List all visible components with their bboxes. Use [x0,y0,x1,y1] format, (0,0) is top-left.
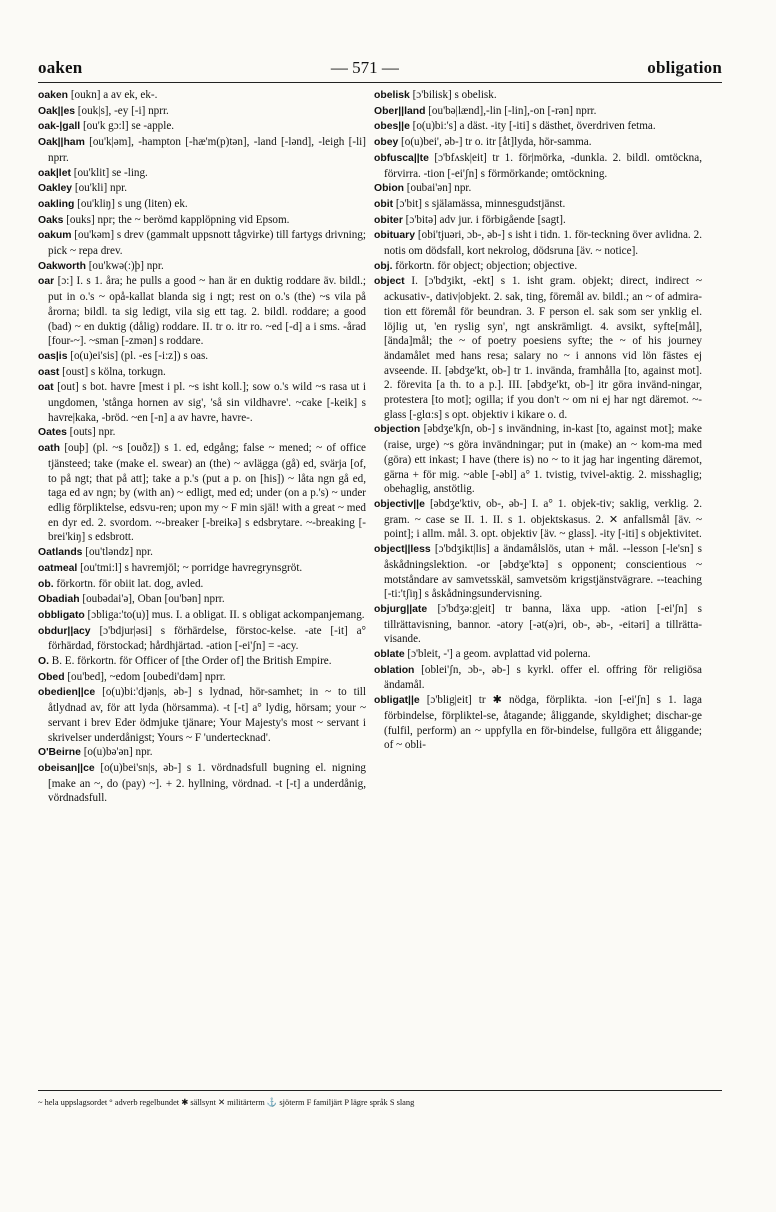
dictionary-entry: obituary [obi'tjuəri, ɔb-, əb-] s isht i tidn. 1. för-teckning över avlidna. 2. notis om dödsfall, kort nekrolog, dödsruna [äv. ~ notice]. [374,229,702,258]
dictionary-entry: oast [oust] s kölna, torkugn. [38,365,166,378]
entry-headword: obdur||acy [38,625,91,637]
entry-headword: obituary [374,230,415,242]
dictionary-entry: oblate [ɔ'bleit, -'] a geom. avplattad vid polerna. [374,648,591,661]
entry-headword: obeisan||ce [38,762,95,774]
dictionary-entry: Oakley [ou'kli] npr. [38,182,128,195]
entry-headword: Oatlands [38,547,83,559]
dictionary-entry: oar [ɔ:] I. s 1. åra; he pulls a good ~ han är en duktig roddare äv. bildl.; put in o.'s ~ opå-kallat blanda sig i ngt; rest on o.'s (the) ~s vila på årorna; bildl. ta sig ledigt, vila sig ett tag. 2. bildl. roddare; a good (bad) ~ en duktig (dålig) roddare. II. tr o. itr ro. ~ed [-d] a i sms. -årad [four-~]. ~sman [-zmən] s roddare. [38,275,366,348]
entry-headword: O'Beirne [38,747,81,759]
dictionary-entry: oakling [ou'kliŋ] s ung (liten) ek. [38,197,188,210]
dictionary-entry: obeisan||ce [o(u)bei'sn|s, əb-] s 1. vördnadsfull bugning el. nigning [make an ~, do (pay) ~]. + 2. hyllning, vördnad. -t [-t] a underdånig, vördnadsfull. [38,761,366,805]
entry-headword: oaken [38,90,69,101]
dictionary-entry: oak|let [ou'klit] se -ling. [38,166,148,179]
entry-headword: obbligato [38,609,85,621]
dictionary-entry: obes||e [o(u)bi:'s] a däst. -ity [-iti] s dästhet, överdriven fetma. [374,120,656,133]
entry-headword: obfusca||te [374,152,429,164]
dictionary-entry: obedien||ce [o(u)bi:'djən|s, əb-] s lydnad, hör-samhet; in ~ to till åtlydnad av, för att lyda (hörsamma). -t [-t] a° lydig, hörsam; your ~ servant i brev Eder ödmjuke tjänare; Your Majesty's most ~ servant i skrivelser underdånigst; Yours ~ F 'undertecknad'. [38,686,366,744]
entry-headword: oak-|gall [38,121,81,133]
dictionary-entry: Oates [outs] npr. [38,426,116,439]
dictionary-entry: oaken [oukn] a av ek, ek-. [38,89,158,101]
dictionary-entry: Oakworth [ou'kwə(:)þ] npr. [38,259,164,272]
dictionary-entry: obfusca||te [ɔ'bfʌsk|eit] tr 1. för|mörka, -dunkla. 2. bildl. omtöckna, förvirra. -tion [-ei'ʃn] s förmörkande; omtöckning. [374,151,702,180]
dictionary-entry: obligat||e [ɔ'blig|eit] tr ✱ nödga, förplikta. -ion [-ei'ʃn] s 1. laga förbindelse, förpliktel-se, åtagande; åliggande, skyldighet; dischar-ge (fulfil, perform) an ~ uppfylla en för-bindelse, fullgöra ett åliggande; of ~ obli- [374,694,702,752]
entry-headword: oath [38,443,60,455]
right-column [374,88,702,1088]
page-number: — 571 — [330,58,399,77]
entry-headword: objectiv||e [374,498,425,510]
entry-headword: oar [38,276,55,288]
entry-headword: oas|is [38,350,68,362]
entry-headword: obligat||e [374,695,420,707]
header-right-word: obligation [647,58,722,77]
dictionary-entry: Oaks [ouks] npr; the ~ berömd kapplöpning vid Epsom. [38,213,290,226]
entry-headword: oak|let [38,167,71,179]
entry-headword: objurg||ate [374,603,428,615]
entry-headword: obiter [374,214,403,226]
dictionary-entry: objurg||ate [ɔ'bdʒə:g|eit] tr banna, läxa upp. -ation [-ei'ʃn] s tillrättavisning, bannor. -atory [-ət(ə)ri, ob-, əb-, -eitəri] a tillrätta-visande. [374,602,702,646]
dictionary-entry: Oak||ham [ou'k|əm], -hampton [-hæ'm(p)tən], -land [-lənd], -leigh [-li] nprr. [38,136,366,164]
entry-headword: Oates [38,427,67,439]
page-header [38,52,722,83]
dictionary-entry: oblation [oblei'ʃn, ɔb-, əb-] s kyrkl. offer el. offring för religiösa ändamål. [374,663,702,692]
entry-headword: object||less [374,544,431,556]
entry-headword: Oak||es [38,105,76,117]
dictionary-entry: oak-|gall [ou'k gɔ:l] se -apple. [38,120,175,133]
entry-headword: Oakley [38,183,73,195]
entry-headword: object [374,276,405,288]
dictionary-entry: obj. förkortn. för object; objection; objective. [374,259,578,272]
entry-headword: O. [38,656,49,668]
entry-headword: objection [374,424,421,436]
dictionary-entry: Ober||land [ou'bə|lænd],-lin [-lin],-on [-rən] nprr. [374,104,597,117]
left-column [38,88,366,1088]
dictionary-entry: obbligato [ɔbliga:'to(u)] mus. I. a obligat. II. s obligat ackompanjemang. [38,608,365,621]
dictionary-entry: object||less [ɔ'bdʒikt|lis] a ändamålslös, utan + mål. --lesson [-le'sn] s åskådningslektion. -or [əbdʒe'ktə] s opponent; conscientious ~ motståndare av samvetsskäl, samvetsöm krigstjänstvägrare. --teaching [-ti:'tʃiŋ] s åskådningsundervisning. [374,543,702,601]
dictionary-entry: obdur||acy [ɔ'bdjur|əsi] s förhärdelse, förstoc-kelse. -ate [-it] a° förhärdad, förstockad; hårdhjärtad. -ation [-ei'ʃn] = -acy. [38,624,366,653]
entry-headword: obes||e [374,121,410,133]
dictionary-entry: ob. förkortn. för obiit lat. dog, avled. [38,577,204,590]
dictionary-entry: oat [out] s bot. havre [mest i pl. ~s isht koll.]; sow o.'s wild ~s rasa ut i ungdomen, 'stånga hornen av sig', 'så sin vildhavre'. ~cake [-keik] s havre|kaka, -bröd. ~en [-n] a av havre, havre-. [38,381,366,424]
header-left-word: oaken [38,58,83,77]
dictionary-entry: objection [əbdʒe'kʃn, ob-] s invändning, in-kast [to, against mot]; make (raise, urge) ~s göra invändningar; put in (make) an ~ kom-ma med (göra) ett inkast; I have (there is) no ~ to it jag har ingenting däremot, gärna + för mig. ~able [-əbl] a° 1. tvistig, tvivel-aktig. 2. misshaglig; obehaglig, anstötlig. [374,423,702,496]
entry-headword: oblation [374,664,415,676]
dictionary-entry: O. B. E. förkortn. för Officer of [the Order of] the British Empire. [38,655,332,668]
dictionary-entry: O'Beirne [o(u)bə'ən] npr. [38,746,153,759]
entry-headword: Obion [374,183,405,195]
entry-headword: obj. [374,260,393,272]
dictionary-entry: object I. [ɔ'bdʒikt, -ekt] s 1. isht gram. objekt; direct, indirect ~ ackusativ-, dativ|objekt. 2. sak, ting, föremål av. bildl.; an ~ of admira-tion ett föremål för beundran. 3. F person el. sak som ser ynklig el. löjlig ut, 'en ryslig syn', ngt anskrämligt. 4. avsikt, syfte[mål], [ända]mål; the ~ of poetry poesiens syfte; the ~ of his journey ändamålet med hans resa; salary no ~ i annons vid lön fästes ej avseende. II. [əbdʒe'kt, ob-] tr 1. invända, framhålla [to, against mot]. 2. förevita [a th. to a p.]. III. [əbdʒe'kt, ob-] itr göra invänd-ningar, protestera [to mot]; ogilla; if you don't ~ om ni ej har ngt däremot. ~-glass [-glɑ:s] s opt. objektiv i kikare o. d. [374,275,702,421]
dictionary-entry: obiter [ɔ'bitə] adv jur. i förbigående [sagt]. [374,213,566,226]
entry-headword: Oaks [38,214,64,226]
dictionary-entry: oatmeal [ou'tmi:l] s havremjöl; ~ porridge havregrynsgröt. [38,561,303,574]
dictionary-entry: Obadiah [oubədai'ə], Oban [ou'bən] nprr. [38,593,225,606]
dictionary-entry: obit [ɔ'bit] s själamässa, minnesgudstjänst. [374,197,566,210]
entry-headword: oakling [38,198,75,210]
entry-headword: Oak||ham [38,137,85,149]
dictionary-entry: Obion [oubai'ən] npr. [374,182,472,195]
dictionary-entry: obelisk [ɔ'bilisk] s obelisk. [374,89,497,101]
abbreviation-legend: ~ hela uppslagsordet ° adverb regelbundet ✱ sällsynt ✕ militärterm ⚓ sjöterm F familjärt P lägre språk S slang [38,1090,722,1108]
entry-headword: Obadiah [38,594,80,606]
dictionary-entry: Obed [ou'bed], ~edom [oubedi'dəm] nprr. [38,670,226,683]
entry-headword: obit [374,198,394,210]
entry-headword: Oakworth [38,260,86,272]
entry-headword: oakum [38,230,72,242]
dictionary-entry: Oatlands [ou'tləndz] npr. [38,546,153,559]
dictionary-entry: objectiv||e [əbdʒe'ktiv, ob-, əb-] I. a° 1. objek-tiv; saklig, verklig. 2. gram. ~ case se II. 1. II. s 1. objektskasus. 2. ✕ anfallsmål [äv. ~ point]; i allm. mål. 3. opt. objektiv [äv. ~ glass]. -ity [-iti] s objektivitet. [374,497,702,541]
dictionary-entry: oath [ouþ] (pl. ~s [ouðz]) s 1. ed, edgång; false ~ mened; ~ of office tjänsteed; take (make el. swear) an (the) ~ avlägga (gå) ed, svärja [of, to på ngt; that på att]; take a p.'s (put a p. on [his]) ~ låta ngn gå ed, taga ed av ngn; by (with an) ~ edligt, med ed; under (on a p.'s) ~ under edlig förpliktelse, edsvu-ren; upon my ~ F min själ! with a great ~ med en dyr ed. 2. svordom. ~-breaker [-breikə] s edsbrytare. ~-breaking [-brei'kiŋ] s edsbrott. [38,442,366,544]
entry-headword: Obed [38,671,65,683]
entry-headword: obelisk [374,90,410,101]
dictionary-entry: oas|is [o(u)ei'sis] (pl. -es [-i:z]) s oas. [38,349,209,362]
entry-headword: oblate [374,649,405,661]
entry-headword: oast [38,366,60,378]
entry-headword: obey [374,137,399,149]
dictionary-entry: obey [o(u)bei', əb-] tr o. itr [åt]lyda, hör-samma. [374,136,592,149]
entry-headword: oatmeal [38,562,78,574]
entry-headword: Ober||land [374,105,426,117]
entry-headword: obedien||ce [38,687,96,699]
entry-headword: ob. [38,578,54,590]
entry-headword: oat [38,382,54,394]
dictionary-entry: oakum [ou'kəm] s drev (gammalt uppsnott tågvirke) till fartygs drivning; pick ~ repa drev. [38,229,366,258]
dictionary-entry: Oak||es [ouk|s], -ey [-i] nprr. [38,104,169,117]
